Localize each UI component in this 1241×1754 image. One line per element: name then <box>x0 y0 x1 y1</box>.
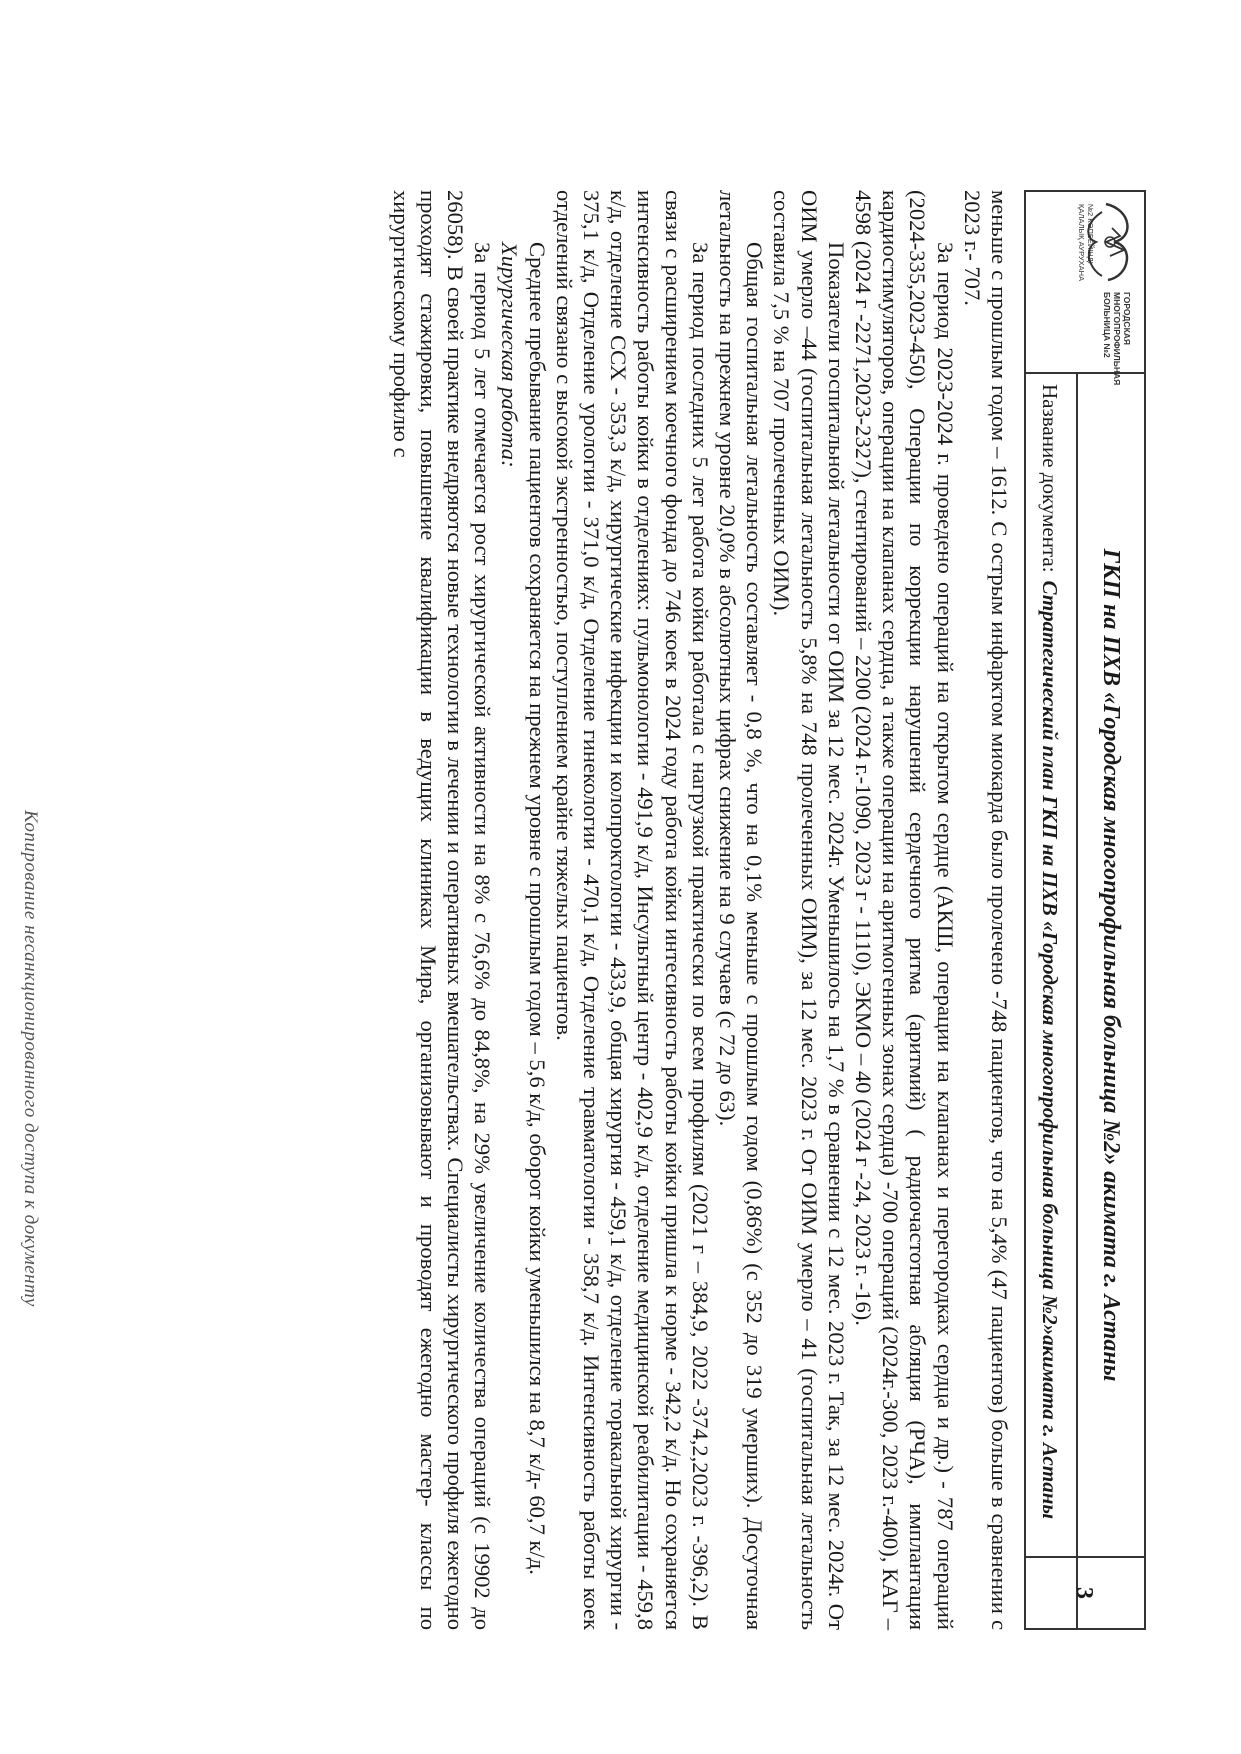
document-name-value: Стратегический план ГКП на ПХВ «Городская многопрофильная больница №2»акимата г. Астаны <box>1038 580 1063 1519</box>
document-header <box>1024 190 1146 1630</box>
paragraph: Показатели госпитальной летальности от ОИМ за 12 мес. 2024г. Уменьшилось на 1,7 % в сравнении с 12 мес. 2023 г. Так, за 12 мес. 2024г. От ОИМ умерло –44 (госпитальная летальность 5,8% на 748 пролеченных ОИМ), за 12 мес. 2023 г. От ОИМ умерло – 41 (госпитальная летальность составила 7,5 % на 707 пролеченных ОИМ). <box>769 190 849 1630</box>
document-name-label: Название документа: <box>1038 384 1063 573</box>
logo-caption-ru: ГОРОДСКАЯ МНОГОПРОФИЛЬНАЯ БОЛЬНИЦА №2 <box>1102 292 1132 386</box>
paragraph: Среднее пребывание пациентов сохраняется на прежнем уровне с прошлым годом – 5,6 к/д, оборот койки уменьшился на 8,7 к/д- 60,7 к/д. <box>524 242 550 1575</box>
paragraph: За период последних 5 лет работа койки работала с нагрузкой практически по всем профилям (2021 г – 384,9, 2022 -374,2,2023 г. -396,2). В связи с расширением коечного фонда до 746 коек в 2024 году работа койки интесивность работы койки пришла к норме - 342,2 к/д. Но сохраняется интенсивность работы койки в отделениях: пульмонологии - 491,9 к/д, Инсультный центр - 402,9 к/д, отделение медицинской реабилитации - 459,8 к/д, отделение ССХ - 353,3 к/д, хирургические инфекции и колопроктологии - 433,9, общая хирургия - 459,1 к/д, отделение торакальной хирургии - 375,1 к/д, Отделение урологии - 371,0 к/д, Отделение гинекологии - 470,1 к/д, Отделение травматологии - 358,7 к/д. Интенсивность работы коек отделений связано с высокой экстренностью, поступлением крайне тяжелых пациентов. <box>551 190 713 1630</box>
paragraph: меньше с прошлым годом – 1612. С острым инфарктом миокарда было пролечено -748 пациентов, что на 5,4% (47 пациентов) больше в сравнении с 2023 г.- 707. <box>959 190 1012 1630</box>
page-number: 3 <box>1071 1587 1098 1599</box>
document-body <box>387 190 1013 1630</box>
logo-caption-kz: №2 КӨПБЕЙІНДІ ҚАЛАЛЫҚ АУРУХАНА <box>1077 204 1095 282</box>
footer-watermark: Копирование несанкционированного доступа к документу <box>20 810 41 1307</box>
organization-title: ГКП на ПХВ «Городская многопрофильная больница №2» акимата г. Астаны <box>1098 548 1125 1382</box>
paragraph: За период 2023-2024 г. проведено операций на открытом сердце (АКШ, операции на клапанах и перегородках сердца и др.) - 787 операций (2024-335,2023-450), Операции по коррекции нарушений сердечного ритма (аритмий) ( радиочастотная абляция (РЧА), имплантация кардиостимуляторов, операции на клапанах сердца, а также операции на аритмогенных зонах сердца) -700 операций (2024г.-300, 2023 г.-400), КАГ – 4598 (2024 г -2271,2023-2327), стентирований – 2200 (2024 г.-1090, 2023 г - 1110), ЭКМО – 40 (2024 г -24, 2023 г. -16). <box>850 190 958 1630</box>
hospital-logo <box>1077 198 1140 386</box>
section-heading: Хирургическая работа: <box>497 242 523 468</box>
paragraph: За период 5 лет отмечается рост хирургической активности на 8% с 76,6% до 84,8%, на 29% увеличение количества операций (с 19902 до 26058). В своей практике внедряются новые технологии в лечении и оперативных вмешательствах. Специалисты хирургического профиля ежегодно проходят стажировки, повышение квалификации в ведущих клиниках Мира, организовывают и проводят ежегодно мастер- классы по хирургическому профилю с <box>388 190 496 1630</box>
paragraph: Общая госпитальная летальность составляет - 0,8 %, что на 0,1% меньше с прошлым годом (0,86%) (с 352 до 319 умерших). Досуточная летальность на прежнем уровне 20,0% в абсолютных цифрах снижение на 9 случаев (с 72 до 63). <box>714 190 768 1630</box>
document-name-row <box>1028 384 1072 1548</box>
